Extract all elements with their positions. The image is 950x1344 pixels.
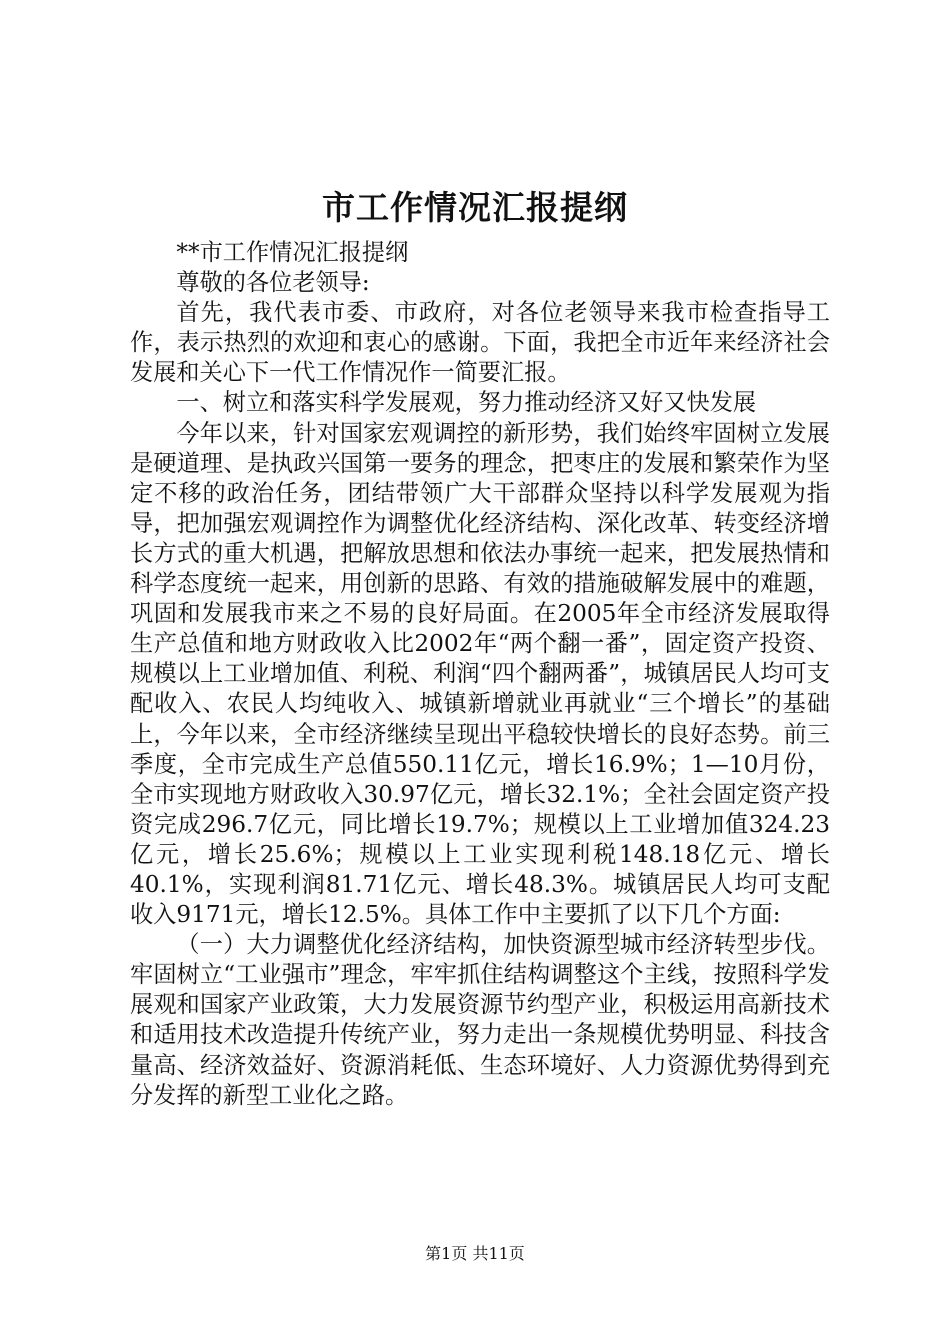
section-heading-1: 一、树立和落实科学发展观，努力推动经济又好又快发展 [176,389,757,417]
paragraph-subsection-1: （一）大力调整优化经济结构，加快资源型城市经济转型步伐。牢固树立“工业强市”理念，牢牢抓住结构调整这个主线，按照科学发展观和国家产业政策，大力发展资源节约型产业，积极运用高新技术和适用技术改造提升传统产业，努力走出一条规模优势明显、科技含量高、经济效益好、资源消耗低、生态环境好、人力资源优势得到充分发挥的新型工业化之路。 [130,931,830,1109]
paragraph-overview: 今年以来，针对国家宏观调控的新形势，我们始终牢固树立发展是硬道理、是执政兴国第一要务的理念，把枣庄的发展和繁荣作为坚定不移的政治任务，团结带领广大干部群众坚持以科学发展观为指导，把加强宏观调控作为调整优化经济结构、深化改革、转变经济增长方式的重大机遇，把解放思想和依法办事统一起来，把发展热情和科学态度统一起来，用创新的思路、有效的措施破解发展中的难题，巩固和发展我市来之不易的良好局面。在2005年全市经济发展取得生产总值和地方财政收入比2002年“两个翻一番”，固定资产投资、规模以上工业增加值、利税、利润“四个翻两番”，城镇居民人均可支配收入、农民人均纯收入、城镇新增就业再就业“三个增长”的基础上，今年以来，全市经济继续呈现出平稳较快增长的良好态势。前三季度，全市完成生产总值550.11亿元，增长16.9%；1—10月份，全市实现地方财政收入30.97亿元，增长32.1%；全社会固定资产投资完成296.7亿元，同比增长19.7%；规模以上工业增加值324.23亿元，增长25.6%；规模以上工业实现利税148.18亿元、增长40.1%，实现利润81.71亿元、增长48.3%。城镇居民人均可支配收入9171元，增长12.5%。具体工作中主要抓了以下几个方面: [130,419,830,929]
document-title: 市工作情况汇报提纲 [322,188,628,227]
paragraph-salutation: 尊敬的各位老领导: [176,269,370,297]
paragraph-intro: 首先，我代表市委、市政府，对各位老领导来我市检查指导工作，表示热烈的欢迎和衷心的感谢。下面，我把全市近年来经济社会发展和关心下一代工作情况作一简要汇报。 [130,299,830,387]
paragraph-subtitle: **市工作情况汇报提纲 [176,239,409,266]
page-footer: 第1页 共11页 [425,1244,525,1263]
document-body [130,238,830,1111]
